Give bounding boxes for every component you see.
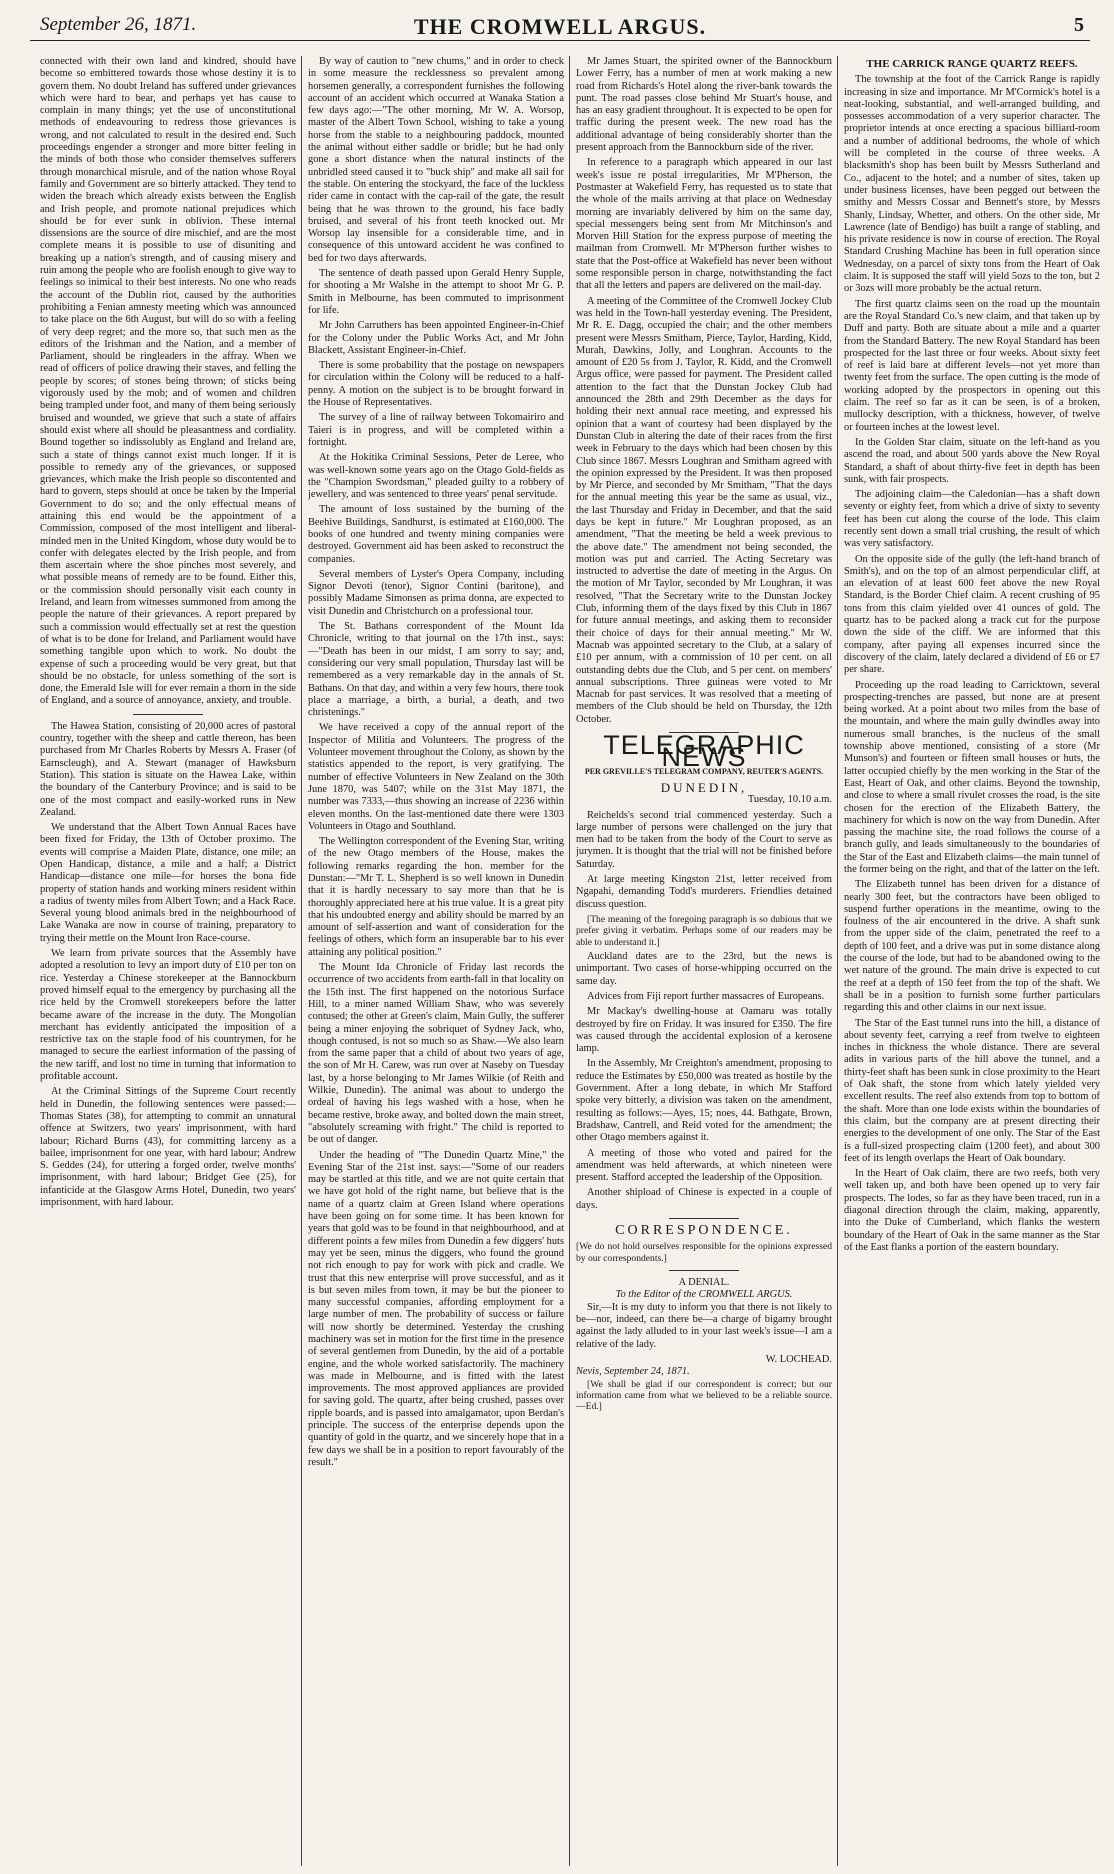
article-paragraph: Under the heading of "The Dunedin Quartz Mine," the Evening Star of the 21st inst. says:—"Some of our readers may be startled at this title, and we are not quite certain that we have got hold of the right name, but believe that is the name of a quartz claim at Green Island where operations have been going on for some time. It has been known for years that gold was to be found in that neighbourhood, and at different points a few miles from Dunedin a few diggers' huts may yet be seen, minus the diggers, who found the ground not rich enough to pay for work with pick and cradle. We trust that this new enterprise will prove successful, and as it is but seven miles from town, it may be but the pioneer to many successful companies, affording employment for a large number of men. The probability of success or failure will now shortly be determined. Yesterday the crushing machinery was set in motion for the first time in the presence of several gentlemen from Dunedin, by the aid of a portable engine, and the whole worked satisfactorily. The machinery was made in Melbourne, and is fitted with the latest improvements. The most approved appliances are provided for saving gold. The quartz, after being crushed, passes over ripple boards, and is passed into amalgamator, upon Berdan's principle. The success of the enterprise depends upon the quantity of gold in the quartz, and we sincerely hope that in a few days we shall be in a position to report favourably of the result." — [308, 1149, 564, 1468]
telegram-paragraph: Reichelds's second trial commenced yesterday. Such a large number of persons were challenged on the jury that men had to be taken from the body of the Court to serve as jurymen. It is thought that the trial will not be finished before Saturday. — [576, 809, 832, 870]
telegraph-dateline: Tuesday, 10.10 a.m. — [747, 794, 832, 806]
article-paragraph: Mr James Stuart, the spirited owner of the Bannockburn Lower Ferry, has a number of men at work making a new road from Richards's Hotel along the river-bank towards the punt. The road passes close behind Mr Stuart's house, and has an easy gradient throughout. It is expected to be open for traffic during the present week. The new road has the additional advantage of being considerably shorter than the present approach from the Bannockburn side of the river. — [576, 56, 832, 154]
telegram-paragraph: A meeting of those who voted and paired for the amendment was held afterwards, at which nineteen were present. Stafford accepted the leadership of the Opposition. — [576, 1147, 832, 1184]
column-rule — [837, 56, 838, 1866]
article-paragraph: At the Criminal Sittings of the Supreme Court recently held in Dunedin, the following sentences were passed:—Thomas States (38), for attempting to commit an unnatural offence at Switzers, two years' imprisonment, with hard labour; Richard Burns (43), for committing larceny as a bailee, imprisonment for one year, with hard labour; Andrew S. Geddes (24), for uttering a forged order, twelve months' imprisonment, with hard labour; Bridget Gee (25), for infanticide at the Glasgow Arms Hotel, Dunedin, two years' imprisonment, with hard labour. — [40, 1086, 296, 1209]
article-paragraph: The township at the foot of the Carrick Range is rapidly increasing in size and importance. Mr M'Cormick's hotel is a neat-looking, substantial, and well-arranged building, and possesses accommodation of a very superior character. The proprietor intends at once erecting a spacious billiard-room and a number of additional bedrooms, the whole of which will be completed in the course of three weeks. A blacksmith's shop has been built by Messrs Sutherland and Co., adjacent to the hotel; and a number of sites, taken up under business licenses, have been pegged out between the smithy and Messrs Cossar and Bennett's store, by Messrs Shanly, Lindsay, Whetter, and others. On the other side, Mr Lawrence (late of Bendigo) has built a range of stabling, and his private residence is now in course of erection. The Royal Standard Crushing Machine has been in full operation since Wednesday, on a parcel of sixty tons from the Heart of Oak claim. It is supposed the staff will yield 5ozs to the ton, but 2 or 3ozs will more probably be the actual return. — [844, 74, 1100, 295]
telegraphic-news-subheading: PER GREVILLE'S TELEGRAM COMPANY, REUTER'S AGENTS. — [584, 766, 824, 776]
article-paragraph: The survey of a line of railway between Tokomairiro and Taieri is in progress, and will be completed within a fortnight. — [308, 412, 564, 448]
article-paragraph: The St. Bathans correspondent of the Mount Ida Chronicle, writing to that journal on the 17th inst., says:—"Death has been in our midst, I am sorry to say; and, considering our very small population, Thursday last will be remembered as a very remarkable day in the annals of St. Bathans. On that day, and within a very few hours, there took place a marriage, a birth, a burial, a death, and two christenings." — [308, 621, 564, 719]
column-3 — [576, 56, 832, 1866]
telegraph-city: DUNEDIN, — [660, 779, 748, 795]
telegram-paragraph: Mr Mackay's dwelling-house at Oamaru was totally destroyed by fire on Friday. It was insured for £350. The fire was caused through the accidental explosion of a kerosene lamp. — [576, 1006, 832, 1055]
article-paragraph: Several members of Lyster's Opera Company, including Signor Devoti (tenor), Signor Contini (baritone), and possibly Madame Simonsen as prima donna, are expected to visit Dunedin and Christchurch on a professional tour. — [308, 568, 564, 617]
column-1 — [40, 56, 296, 1866]
article-paragraph: connected with their own land and kindred, should have become so embittered towards those whose destiny it is to govern them. No doubt Ireland has suffered under grievances which were hard to bear, and perhaps yet has cause to complain in many things; yet the use of unconstitutional methods of endeavouring to redress those grievances is wrong, and not calculated to result in the desired end. Such proceedings engender a stronger and more bitter feeling in the minds of both those who consider themselves sufferers through monarchical misrule, and of the nation whose Royal family and Government are so bitterly attacked. They tend to widen the breach which already exists between the English and Irish people, and promote national prejudices which should be for ever sunk in oblivion. These internal dissensions are the source of dire mischief, and are the most complete means it is possible to use of disuniting and breaking up a nation's strength, and of causing misery and ruin among the people who are foolish enough to give way to feelings so inimical to their best interests. No one who reads the account of the Dublin riot, caused by the authorities prohibiting a Fenian amnesty meeting which was announced to take place on the 6th August, but will do so with a feeling of very deep regret; and the more so, that such men as the editors of the Irishman and the Nation, and a member of Parliament, should be ringleaders in the affray. When we read of officers of police drawing their staves, and felling the people by scores; of stones being thrown; of sticks being vigorously used by the mob; and of women and children being trampled under foot, and many of them being seriously bruised and wounded, we grieve that such a state of affairs should exist where all should be pleasantness and cordiality. Bound together so indissolubly as England and Ireland are, such a state of things cannot exist much longer. If it is possible to remedy any of the grievances, or supposed grievances, which make the Irish people so discontented and hard to govern, steps should at once be taken by the Imperial Government to do so; and the only effectual means of attaining this end would be the appointment of a Commission, composed of the most intelligent and liberal-minded men in the United Kingdom, whose duty would be to confer with delegates elected by the Irish people, and from them ascertain where the shoe pinches most severely, and what possible means of remedy are to be found. Either this, or the commission should personally visit each county in Ireland, and learn from witnesses summoned from among the people the nature of their grievances. A report prepared by such a commission would effectually set at rest the question of what is to be done for Ireland, and Parliament would have something tangible upon which to work. No doubt the expense of such a proceeding would be very great, but that should be no obstacle, for unless something of the sort is done, the Emerald Isle will for ever remain a thorn in the side of England, and a source of annoyance, anxiety, and trouble. — [40, 56, 296, 707]
masthead-date: September 26, 1871. — [40, 14, 197, 35]
letter-place-date: Nevis, September 24, 1871. — [576, 1366, 690, 1378]
article-paragraph: By way of caution to "new chums," and in order to check in some measure the recklessness so prevalent among horsemen generally, a correspondent furnishes the following account of an accident which occurred at Wanaka Station a few days ago:—"The other morning, Mr W. A. Worsop, master of the Albert Town School, wishing to take a young horse from the stable to a neighbouring paddock, mounted the animal without either saddle or bridle; but he had only gone a short distance when the natural instincts of the unbridled steed caused it to "buck ship" and make all sail for the stable. On entering the stockyard, the face of the luckless rider came in contact with the cap-rail of the gate, the result being that he was thrown to the ground, his face badly bruised, and several of his front teeth knocked out. Mr Worsop lay insensible for a considerable time, and in consequence of this untoward accident he was confined to bed for two days afterwards. — [308, 56, 564, 264]
article-paragraph: The amount of loss sustained by the burning of the Beehive Buildings, Sandhurst, is estimated at £160,000. The books of one hundred and twenty mining companies were destroyed. Government aid has been asked to reconstruct the companies. — [308, 504, 564, 565]
article-paragraph: There is some probability that the postage on newspapers for circulation within the Colony will be reduced to a half-penny. A motion on the subject is to be brought forward in the House of Representatives. — [308, 360, 564, 409]
column-rule — [569, 56, 570, 1866]
article-separator — [133, 714, 203, 715]
article-paragraph: At the Hokitika Criminal Sessions, Peter de Leree, who was well-known some years ago on the Otago Gold-fields as the "Champion Swordsman," pleaded guilty to a robbery of jewellery, and was sentenced to three years' penal servitude. — [308, 452, 564, 501]
article-heading: THE CARRICK RANGE QUARTZ REEFS. — [866, 58, 1078, 70]
telegram-paragraph: Advices from Fiji report further massacres of Europeans. — [587, 991, 825, 1002]
article-paragraph: The Elizabeth tunnel has been driven for a distance of nearly 300 feet, but the contractors have been obliged to suspend further operations in the meantime, owing to the foulness of the air encountered in the drive. A shaft sunk from the upper side of the claim, penetrated the reef to a depth of 100 feet, and a drive was put in some distance along the course of the lode, but had to be abandoned owing to the wet nature of the ground. The main drive is expected to cut the reef at a depth of 150 feet from the top of the shaft. We shall be in a position to furnish some further particulars regarding this and other claims in our next issue. — [844, 879, 1100, 1014]
telegram-paragraph: Another shipload of Chinese is expected in a couple of days. — [576, 1187, 832, 1211]
article-paragraph: Mr John Carruthers has been appointed Engineer-in-Chief for the Colony under the Public Works Act, and Mr John Blackett, Assistant Engineer-in-Chief. — [308, 320, 564, 356]
article-paragraph: The sentence of death passed upon Gerald Henry Supple, for shooting a Mr Walshe in the attempt to shoot Mr G. P. Smith in Melbourne, has been commuted to imprisonment for life. — [308, 268, 564, 316]
article-paragraph: We understand that the Albert Town Annual Races have been fixed for Friday, the 13th of October proximo. The events will comprise a Maiden Plate, distance, one mile; an Open Handicap, distance, a mile and a half; a District Handicap—distance one mile—for horses the bona fide property of station hands and working miners resident within a radius of twenty miles from Albert Town; and a Hack Race. Several young blood animals bred in the neighbourhood of Lake Wanaka are now in course of training, preparatory to trying their mettle on the Mount Iron Race-course. — [40, 822, 296, 944]
column-4 — [844, 56, 1100, 1866]
article-paragraph: The Star of the East tunnel runs into the hill, a distance of about seventy feet, carrying a reef from twelve to eighteen inches in thickness the whole distance. There are several adits in various parts of the hill above the tunnel, and a thirty-feet shaft has been sunk in close proximity to the Heart of Oak shaft, the stone from which lately yielded very excellent results. The reef also extends from top to bottom of the shaft. More than one lode exists within the boundaries of this claim, but the company are at present directing their energies to the development of one only. The Star of the East is a full-sized prospecting claim (1200 feet), and about 300 feet of its length overlaps the Heart of Oak boundary. — [844, 1017, 1100, 1164]
telegraphic-news-heading: TELEGRAPHIC NEWS — [603, 730, 805, 773]
article-paragraph: The Wellington correspondent of the Evening Star, writing of the new Otago members of the House, makes the following remarks regarding the hon. member for the Dunstan:—"Mr T. L. Shepherd is so well known in Dunedin that it is hardly necessary to say more than that he is thoroughly appreciated here at his true value. It is a great pity that his undoubted energy and ability should be marred by an amount of self-assertion and want of consideration for the feelings of others, which form an insuperable bar to his ever attaining any political position." — [308, 836, 564, 958]
column-rule — [301, 56, 302, 1866]
telegram-paragraph: At large meeting Kingston 21st, letter received from Ngapahi, demanding Todd's murderers. Friendlies detained discuss question. — [576, 874, 832, 910]
letter-addressee: To the Editor of the CROMWELL ARGUS. — [615, 1289, 793, 1301]
article-paragraph: We have received a copy of the annual report of the Inspector of Militia and Volunteers. The progress of the Volunteer movement throughout the Colony, as shown by the statistics appended to the report, is very gratifying. The number of effective Volunteers in New Zealand on the 30th June 1870, was 5407; while on the 31st May 1871, the number was 7333,—thus showing an increase of 2236 within eleven months. On the last-mentioned date there were 1303 Volunteers in Otago and Southland. — [308, 722, 564, 832]
article-paragraph: The Mount Ida Chronicle of Friday last records the occurrence of two accidents from earth-fall in that locality on the 15th inst. The first happened on the notorious Surface Hill, to a miner named William Shaw, who was severely contused; the other at Green's claim, Main Gully, the sufferer being a miner enjoying the sobriquet of Sydney Jack, who, though contused, is not so much so as Shaw.—We also learn from the same paper that a child of about two years of age, the son of Mr H. Carew, was run over at Naseby on Tuesday last, by a horse belonging to Mr James Wilkie (of Reith and Wilkie, Dunedin). The animal was about to undergo the ordeal of having his legs washed with a hose, when he became restive, broke away, and bolted down the main street, "absolutely screaming with fright." The child is reported to be out of danger. — [308, 962, 564, 1146]
letter-signature: W. LOCHEAD. — [765, 1353, 832, 1365]
letter-body: Sir,—It is my duty to inform you that there is not likely to be—nor, indeed, can there be—a charge of bigamy brought against the lady alluded to in your last week's issue—I am a relative of the lady. — [576, 1301, 832, 1350]
telegram-paragraph: [The meaning of the foregoing paragraph is so dubious that we prefer giving it verbatim. Perhaps some of our readers may be able to understand it.] — [576, 913, 832, 948]
article-paragraph: In the Golden Star claim, situate on the left-hand as you ascend the road, and about 500 yards above the New Royal Standard, a shaft of about thirty-five feet in depth has been sunk, with fair prospects. — [844, 436, 1100, 485]
article-paragraph: On the opposite side of the gully (the left-hand branch of Smith's), and on the top of an almost perpendicular cliff, at an elevation of at least 600 feet above the new Royal Standard, is the Border Chief claim. A recent crushing of 95 tons from this claim yielded over 41 ounces of gold. The quartz has to be packed along a track cut for the purpose down the side of the cliff. We are informed that this company, after paying all expenses incurred since the discovery of the claim, lately declared a dividend of £6 or £7 per share. — [844, 553, 1100, 676]
article-paragraph: In the Heart of Oak claim, there are two reefs, both very well taken up, and both have been opened up to very fair prospects. The lodes, so far as they have been traced, run in a diagonal direction through the claim, making, apparently, into the Duke of Cumberland, which flanks the western boundary of the Heart of Oak in the same manner as the Star of the East flanks a portion of the eastern boundary. — [844, 1168, 1100, 1253]
article-paragraph: A meeting of the Committee of the Cromwell Jockey Club was held in the Town-hall yesterday evening. The President, Mr R. E. Dagg, occupied the chair; and the other members present were Messrs Smitham, Pierce, Taylor, Harding, Kidd, Murah, Dawkins, Jolly, and Loughran. Accounts to the amount of £20 5s from J. Taylor, R. Kidd, and the Cromwell Argus office, were passed for payment. The President called attention to the fact that the Dunstan Jockey Club had announced the 28th and 29th December as the days for holding their next annual race meeting, and expressed his opinion that a want of courtesy had been displayed by the Dunstan Club in altering the date of their races from the first week in February to the days which had been chosen by this Club since 1867. Messrs Loughran and Smitham agreed with the opinion expressed by the President. It was then proposed by Mr Pierce, and seconded by Mr Smitham, "That the days for the annual meeting this year be the same as usual, viz., the last Thursday and Friday in December, and that the said days be kept in future." Mr Loughran proposed, as an amendment, "That the meeting be held a week previous to the above date." The amendment not being seconded, the motion was put and carried. The Acting Secretary was instructed to advertise the date of meeting in the Argus. On the motion of Mr Taylor, seconded by Mr Loughran, it was resolved, "That the Secretary write to the Dunstan Jockey Club, informing them of the days fixed by this Club in 1867 for future annual meetings, and asking them to reconsider their choice of days for their annual meeting." Mr W. Macnab was appointed secretary to the Club, at a salary of £10 per annum, with a commission of 10 per cent. on all outstanding debts due the Club, and 5 per cent. on members' annual subscriptions. Three guineas were voted to Mr Macnab for past services. It was resolved that a meeting of members of the Club should be held on Thursday, the 12th October. — [576, 295, 832, 725]
correspondence-heading: CORRESPONDENCE. — [615, 1223, 793, 1239]
telegram-paragraph: Auckland dates are to the 23rd, but the news is unimportant. Two cases of horse-whipping occurred on the same day. — [576, 951, 832, 987]
correspondence-note: [We do not hold ourselves responsible for the opinions expressed by our correspondents.] — [576, 1241, 832, 1264]
article-paragraph: Proceeding up the road leading to Carricktown, several prospecting-trenches are passed, but none are at present being worked. At a point about two miles from the base of the mountain, and where the main gully dwindles away into numerous small branches, is the nucleus of the small township above mentioned, consisting of a store (Mr Munson's) and fourteen or fifteen small houses or huts, the latter occupied chiefly by the men working in the Star of the East, Heart of Oak, and other claims. Beyond the township, and close to where a small rivulet crosses the road, is the site chosen for the erection of the Elizabeth Battery, the machinery for which is now on the way from Dunedin. After passing the machine site, the road follows the course of a branch gully, and leads simultaneously to the boundaries of the Star of the East and Elizabeth claims—the main tunnel of the former being on the right, and that of the latter on the left. — [844, 679, 1100, 875]
article-paragraph: The Hawea Station, consisting of 20,000 acres of pastoral country, together with the sheep and cattle thereon, has been purchased from Mr Charles Roberts by Messrs A. Fraser (of Earnscleugh), and A. Stewart (manager of Hawksburn Station). This station is situate on the Hawea Lake, within the boundary of the Canterbury Province; and is said to be one of the most compact and easily-worked runs in New Zealand. — [40, 720, 296, 818]
article-paragraph: The first quartz claims seen on the road up the mountain are the Royal Standard Co.'s new claim, and that taken up by Duff and party. Both are situate about a mile and a quarter from the Standard Battery. The new Royal Standard has been prospected for the last three or four weeks. About sixty feet of reef is laid bare at different levels—not yet more than twenty feet from the surface. The open cutting is the mode of working adopted by the prospectors in opening out this claim. The reef so far as it can be seen, is of a broken, mullocky description, with a thickness, however, of twelve or fourteen inches at the lowest level. — [844, 298, 1100, 433]
telegram-paragraph: In the Assembly, Mr Creighton's amendment, proposing to reduce the Estimates by £50,000 was treated as hostile by the Government. After a long debate, in which Mr Stafford spoke very bitterly, a division was taken on the amendment, resulting as follows:—Ayes, 15; noes, 44. Bathgate, Brown, Bradshaw, Cantrell, and Reid voted for the amendment; the other Otago members against it. — [576, 1058, 832, 1144]
article-separator — [669, 1218, 739, 1219]
masthead — [30, 14, 1090, 41]
letter-title: A DENIAL. — [678, 1277, 730, 1289]
article-separator — [669, 1270, 739, 1271]
masthead-title: THE CROMWELL ARGUS. — [413, 14, 707, 39]
page-number: 5 — [1074, 14, 1084, 36]
article-paragraph: The adjoining claim—the Caledonian—has a shaft down seventy or eighty feet, from which a drive of sixty to seventy feet has been cut along the course of the lode. This claim recently sent down a small trial crushing, the result of which was very satisfactory. — [844, 489, 1100, 550]
column-2 — [308, 56, 564, 1866]
editor-note: [We shall be glad if our correspondent is correct; but our information came from what we believed to be a reliable source.—Ed.] — [576, 1378, 832, 1413]
article-paragraph: In reference to a paragraph which appeared in our last week's issue re postal irregularities, Mr M'Pherson, the Postmaster at Wakefield Ferry, has requested us to state that the whole of the mails arriving at that place on Wednesday morning are invariably delivered by him on the same day, special messengers being sent from Mr Mitchinson's and Morven Hill Station for the express purpose of meeting the mailman from Cromwell. Mr M'Pherson further wishes to state that the Post-office at Wakefield has never been without some responsible person in charge, notwithstanding the fact that all the letters and papers are delivered on the mail-day. — [576, 157, 832, 292]
article-paragraph: We learn from private sources that the Assembly have adopted a resolution to levy an import duty of £10 per ton on rice. Yesterday a Chinese storekeeper at the Bannockburn proved himself equal to the emergency by purchasing all the rice held by the Cromwell storekeepers before the latter became aware of the increase in the duty. The Mongolian merchant has evidently anticipated the imposition of a restrictive tax on the staple food of his countrymen, for he managed to secure the earliest information of the passing of the new tariff, and lost no time in turning that information to profitable account. — [40, 948, 296, 1083]
